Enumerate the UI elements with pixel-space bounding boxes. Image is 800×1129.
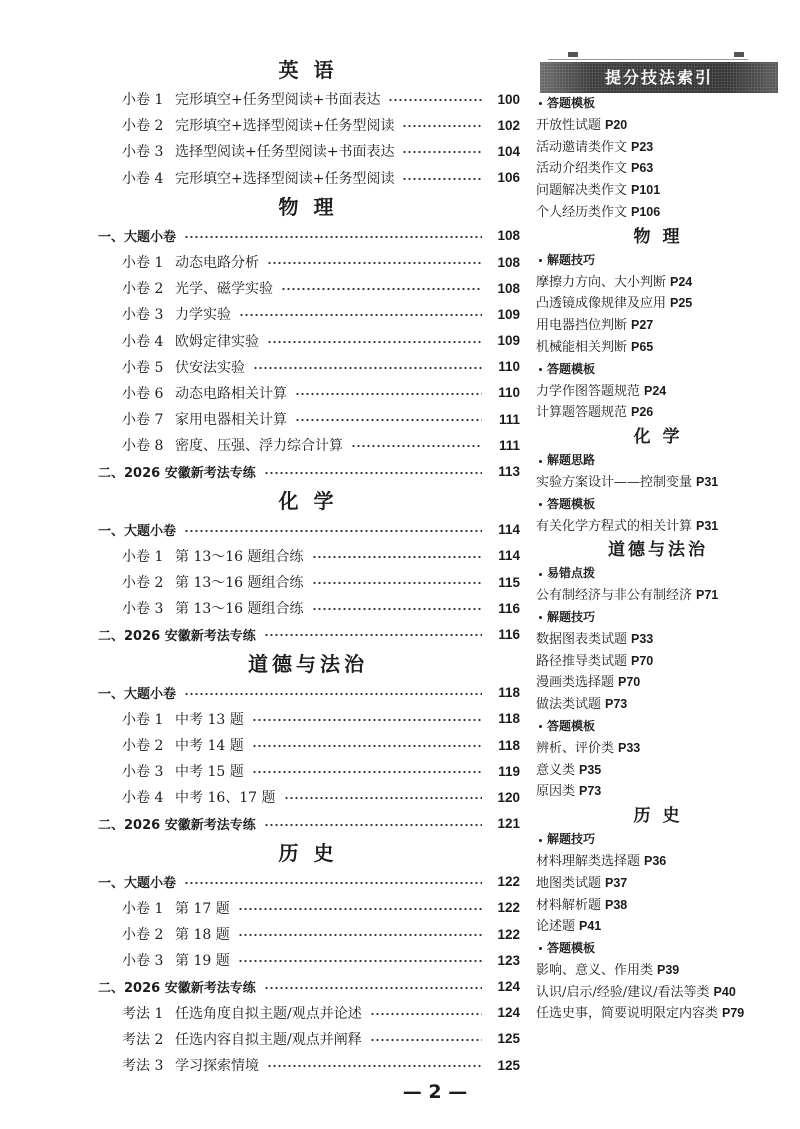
- index-entry-title: 影响、意义、作用类: [536, 962, 654, 978]
- technique-index: [536, 93, 780, 1025]
- page-number: 118: [498, 737, 520, 753]
- index-entry: [536, 315, 780, 337]
- dot-leader: [184, 881, 482, 885]
- entry-title: 伏安法实验: [175, 359, 245, 376]
- toc-entry: [96, 328, 520, 354]
- index-page-ref: P65: [631, 339, 654, 354]
- index-page-ref: P106: [631, 204, 661, 219]
- entry-number: 小卷 1: [122, 900, 164, 917]
- index-entry-title: 原因类: [536, 784, 576, 800]
- index-category: [536, 716, 780, 738]
- index-category: [536, 607, 780, 629]
- dot-leader: [402, 177, 482, 181]
- page-number: 118: [498, 711, 520, 727]
- entry-number: 小卷 4: [122, 333, 164, 350]
- part-title: 二、2026 安徽新考法专练: [98, 981, 256, 997]
- entry-number: 小卷 3: [122, 764, 164, 781]
- index-entry: [536, 472, 780, 494]
- index-entry: [536, 1003, 780, 1025]
- index-entry-title: 用电器挡位判断: [536, 318, 628, 334]
- index-entry: [536, 760, 780, 782]
- entry-title: 中考 13 题: [175, 711, 244, 728]
- entry-title: 第 13～16 题组合练: [175, 575, 304, 592]
- index-entry-title: 力学作图答题规范: [536, 383, 641, 399]
- index-entry: [536, 982, 780, 1004]
- index-page-ref: P24: [670, 274, 693, 289]
- decor-mark: [568, 52, 578, 57]
- dot-leader: [312, 607, 482, 611]
- dot-leader: [252, 718, 482, 722]
- dot-leader: [184, 692, 482, 696]
- index-page-ref: P31: [696, 474, 719, 489]
- entry-number: 小卷 3: [122, 144, 164, 161]
- toc-entry: [96, 354, 520, 380]
- page-number: 100: [497, 91, 520, 107]
- page-number: 123: [497, 952, 520, 968]
- entry-number: 小卷 1: [122, 711, 164, 728]
- part-title: 一、大题小卷: [98, 876, 177, 892]
- entry-title: 第 13～16 题组合练: [175, 601, 304, 618]
- dot-leader: [284, 796, 482, 800]
- index-page-ref: P73: [579, 784, 602, 799]
- index-category: [536, 93, 780, 115]
- index-entry: [536, 337, 780, 359]
- entry-number: 小卷 3: [122, 601, 164, 618]
- dot-leader: [238, 959, 482, 963]
- entry-title: 学习探索情境: [175, 1058, 259, 1075]
- part-title: 一、大题小卷: [98, 687, 177, 703]
- toc-subject-section: [96, 648, 520, 837]
- entry-number: 小卷 2: [122, 281, 164, 298]
- toc-entry: [96, 1026, 520, 1052]
- entry-number: 小卷 2: [122, 118, 164, 135]
- index-entry-title: 公有制经济与非公有制经济: [536, 588, 693, 604]
- index-entry: [536, 115, 780, 137]
- subject-heading: 化 学: [278, 488, 338, 513]
- dot-leader: [252, 744, 482, 748]
- index-entry-title: 个人经历类作文: [536, 204, 628, 220]
- entry-title: 任选角度自拟主题/观点并论述: [175, 1005, 362, 1022]
- page-number: 116: [498, 600, 520, 616]
- index-category: [536, 359, 780, 381]
- toc-part-entry: [96, 973, 520, 999]
- index-entry-title: 计算题答题规范: [536, 405, 628, 421]
- index-page-ref: P40: [713, 984, 736, 999]
- index-entry-title: 论述题: [536, 919, 576, 935]
- part-title: 一、大题小卷: [98, 230, 177, 246]
- index-subject-heading: 历 史: [633, 806, 683, 827]
- entry-title: 光学、磁学实验: [175, 281, 273, 298]
- index-entry-title: 问题解决类作文: [536, 183, 628, 199]
- page-number: 109: [497, 333, 520, 349]
- index-entry-title: 凸透镜成像规律及应用: [536, 296, 667, 312]
- subject-heading: 道德与法治: [248, 651, 368, 676]
- index-entry: [536, 402, 780, 424]
- bullet-icon: [539, 368, 542, 371]
- index-page-ref: P33: [631, 631, 654, 646]
- entry-title: 家用电器相关计算: [175, 412, 287, 429]
- index-entry-title: 路径推导类试题: [536, 653, 628, 669]
- index-page-ref: P36: [644, 853, 667, 868]
- page-number: 125: [497, 1057, 520, 1073]
- entry-title: 动态电路分析: [175, 255, 259, 272]
- dot-leader: [264, 471, 482, 475]
- index-entry-title: 辨析、评价类: [536, 740, 615, 756]
- toc-part-entry: [96, 680, 520, 706]
- page-number-footer: — 2 —: [402, 1081, 468, 1103]
- entry-title: 中考 14 题: [175, 738, 244, 755]
- bullet-icon: [539, 725, 542, 728]
- page-number: 102: [497, 117, 520, 133]
- part-title: 二、2026 安徽新考法专练: [98, 818, 256, 834]
- entry-number: 小卷 4: [122, 170, 164, 187]
- index-entry: [536, 651, 780, 673]
- dot-leader: [264, 633, 482, 637]
- index-page-ref: P37: [605, 875, 628, 890]
- index-entry-title: 有关化学方程式的相关计算: [536, 518, 693, 534]
- index-category: [536, 563, 780, 585]
- entry-title: 中考 16、17 题: [175, 790, 276, 807]
- index-page-ref: P38: [605, 897, 628, 912]
- toc-entry: [96, 784, 520, 810]
- bullet-icon: [539, 259, 542, 262]
- toc-entry: [96, 1052, 520, 1078]
- entry-number: 考法 1: [122, 1005, 164, 1022]
- toc-entry: [96, 406, 520, 432]
- index-entry-title: 漫画类选择题: [536, 675, 615, 691]
- index-entry-title: 材料理解类选择题: [536, 853, 641, 869]
- index-entry: [536, 672, 780, 694]
- index-entry-title: 机械能相关判断: [536, 339, 628, 355]
- page-number: 114: [498, 522, 520, 538]
- index-page-ref: P26: [631, 405, 654, 420]
- dot-leader: [312, 555, 482, 559]
- index-entry: [536, 629, 780, 651]
- index-subject-heading: 道德与法治: [608, 540, 708, 561]
- dot-leader: [184, 529, 482, 533]
- toc-subject-section: [96, 54, 520, 191]
- category-label: 答题模板: [547, 361, 596, 376]
- bullet-icon: [539, 573, 542, 576]
- index-entry: [536, 738, 780, 760]
- index-category: [536, 250, 780, 272]
- page-number: 110: [498, 359, 520, 375]
- entry-title: 中考 15 题: [175, 764, 244, 781]
- index-entry: [536, 272, 780, 294]
- index-entry-title: 开放性试题: [536, 117, 602, 133]
- entry-number: 小卷 1: [122, 255, 164, 272]
- dot-leader: [267, 1064, 482, 1068]
- dot-leader: [238, 933, 482, 937]
- toc-part-entry: [96, 458, 520, 484]
- toc-part-entry: [96, 223, 520, 249]
- entry-number: 小卷 2: [122, 927, 164, 944]
- index-page-ref: P20: [605, 117, 628, 132]
- index-page-ref: P41: [579, 919, 602, 934]
- entry-title: 第 18 题: [175, 927, 230, 944]
- dot-leader: [370, 1012, 482, 1016]
- index-page-ref: P23: [631, 139, 654, 154]
- index-entry-title: 实验方案设计——控制变量: [536, 474, 693, 490]
- category-label: 易错点拨: [547, 566, 596, 581]
- toc-entry: [96, 758, 520, 784]
- toc-entry: [96, 432, 520, 458]
- index-category: [536, 829, 780, 851]
- index-page-ref: P33: [618, 740, 641, 755]
- page-number: 124: [497, 1005, 520, 1021]
- dot-leader: [312, 581, 482, 585]
- index-entry: [536, 293, 780, 315]
- entry-title: 完形填空+选择型阅读+任务型阅读: [175, 170, 395, 187]
- category-label: 答题模板: [547, 496, 596, 511]
- category-label: 解题思路: [547, 453, 596, 468]
- page-number: 109: [497, 306, 520, 322]
- page-number: 113: [498, 464, 520, 480]
- page-number: 124: [497, 979, 520, 995]
- page-number: 106: [497, 170, 520, 186]
- index-page-ref: P73: [605, 697, 628, 712]
- index-category: [536, 494, 780, 516]
- index-entry: [536, 585, 780, 607]
- dot-leader: [238, 907, 482, 911]
- entry-number: 小卷 4: [122, 790, 164, 807]
- dot-leader: [267, 340, 482, 344]
- entry-number: 小卷 1: [122, 92, 164, 109]
- index-page-ref: P24: [644, 383, 667, 398]
- entry-number: 小卷 3: [122, 307, 164, 324]
- toc-entry: [96, 706, 520, 732]
- index-page-ref: P70: [618, 675, 641, 690]
- page-number: 111: [498, 437, 520, 453]
- toc-entry: [96, 947, 520, 973]
- dot-leader: [267, 261, 482, 265]
- index-subject-section: [536, 424, 780, 537]
- table-of-contents: [96, 54, 520, 1078]
- index-entry-title: 认识/启示/经验/建议/看法等类: [536, 984, 710, 1000]
- toc-part-entry: [96, 811, 520, 837]
- entry-number: 小卷 2: [122, 738, 164, 755]
- toc-entry: [96, 1000, 520, 1026]
- dot-leader: [370, 1038, 482, 1042]
- index-entry: [536, 180, 780, 202]
- index-entry-title: 活动邀请类作文: [536, 139, 628, 155]
- entry-title: 选择型阅读+任务型阅读+书面表达: [175, 144, 395, 161]
- page-number: 118: [498, 685, 520, 701]
- toc-part-entry: [96, 869, 520, 895]
- index-page-ref: P70: [631, 653, 654, 668]
- category-label: 答题模板: [547, 941, 596, 956]
- toc-entry: [96, 380, 520, 406]
- toc-entry: [96, 569, 520, 595]
- dot-leader: [402, 150, 482, 154]
- index-page-ref: P31: [696, 518, 719, 533]
- bullet-icon: [539, 839, 542, 842]
- index-entry-title: 意义类: [536, 762, 576, 778]
- dot-leader: [295, 392, 482, 396]
- index-page-ref: P101: [631, 183, 661, 198]
- index-subject-section: [536, 93, 780, 224]
- toc-entry: [96, 138, 520, 164]
- entry-title: 第 17 题: [175, 900, 230, 917]
- entry-title: 动态电路相关计算: [175, 385, 287, 402]
- index-entry: [536, 202, 780, 224]
- page-number: 111: [498, 411, 520, 427]
- dot-leader: [264, 823, 482, 827]
- index-entry-title: 任选史事，简要说明限定内容类: [536, 1006, 719, 1022]
- decor-mark: [734, 52, 744, 57]
- index-page-ref: P27: [631, 318, 654, 333]
- toc-subject-section: [96, 485, 520, 648]
- entry-title: 力学实验: [175, 307, 231, 324]
- index-entry-title: 做法类试题: [536, 697, 602, 713]
- entry-number: 小卷 2: [122, 575, 164, 592]
- index-page-ref: P39: [657, 962, 680, 977]
- page-number: 114: [498, 548, 520, 564]
- index-entry: [536, 960, 780, 982]
- entry-number: 小卷 1: [122, 548, 164, 565]
- entry-title: 密度、压强、浮力综合计算: [175, 438, 343, 455]
- index-subject-section: [536, 224, 780, 424]
- page-number: 119: [498, 763, 520, 779]
- page-number: 121: [497, 816, 520, 832]
- index-entry: [536, 916, 780, 938]
- entry-number: 小卷 8: [122, 438, 164, 455]
- toc-entry: [96, 895, 520, 921]
- index-entry: [536, 516, 780, 538]
- entry-number: 小卷 5: [122, 359, 164, 376]
- dot-leader: [351, 444, 482, 448]
- banner-decoration: [548, 51, 748, 60]
- index-entry: [536, 781, 780, 803]
- dot-leader: [239, 313, 482, 317]
- index-subject-heading: 化 学: [633, 427, 683, 448]
- entry-title: 欧姆定律实验: [175, 333, 259, 350]
- index-entry: [536, 158, 780, 180]
- dot-leader: [252, 770, 482, 774]
- entry-title: 完形填空+任务型阅读+书面表达: [175, 92, 381, 109]
- page-number: 122: [497, 900, 520, 916]
- index-entry-title: 材料解析题: [536, 897, 602, 913]
- index-subject-heading: 物 理: [633, 226, 683, 247]
- index-entry: [536, 137, 780, 159]
- toc-entry: [96, 921, 520, 947]
- toc-entry: [96, 86, 520, 112]
- bullet-icon: [539, 947, 542, 950]
- dot-leader: [253, 366, 482, 370]
- index-entry: [536, 381, 780, 403]
- page-number: 122: [497, 926, 520, 942]
- page-number: 125: [497, 1031, 520, 1047]
- part-title: 一、大题小卷: [98, 524, 177, 540]
- index-page-ref: P35: [579, 762, 602, 777]
- part-title: 二、2026 安徽新考法专练: [98, 628, 256, 644]
- dot-leader: [264, 986, 482, 990]
- index-entry: [536, 895, 780, 917]
- index-page-ref: P25: [670, 296, 693, 311]
- dot-leader: [402, 124, 482, 128]
- entry-title: 第 13～16 题组合练: [175, 548, 304, 565]
- index-page-ref: P63: [631, 161, 654, 176]
- page-number: 122: [497, 874, 520, 890]
- toc-part-entry: [96, 517, 520, 543]
- bullet-icon: [539, 460, 542, 463]
- index-subject-section: [536, 537, 780, 803]
- page-number: 108: [497, 228, 520, 244]
- dot-leader: [295, 418, 482, 422]
- index-entry: [536, 873, 780, 895]
- bullet-icon: [539, 102, 542, 105]
- category-label: 答题模板: [547, 718, 596, 733]
- category-label: 答题模板: [547, 96, 596, 110]
- toc-entry: [96, 112, 520, 138]
- page-number: 108: [497, 254, 520, 270]
- entry-number: 小卷 7: [122, 412, 164, 429]
- toc-entry: [96, 543, 520, 569]
- dot-leader: [184, 235, 482, 239]
- toc-entry: [96, 275, 520, 301]
- index-page-ref: P71: [696, 588, 719, 603]
- page-number: 108: [497, 280, 520, 296]
- part-title: 二、2026 安徽新考法专练: [98, 466, 256, 482]
- toc-entry: [96, 595, 520, 621]
- subject-heading: 英 语: [278, 58, 338, 82]
- index-page-ref: P79: [722, 1006, 745, 1021]
- index-entry-title: 活动介绍类作文: [536, 161, 628, 177]
- index-banner-title: 提分技法索引: [540, 62, 778, 93]
- bullet-icon: [539, 616, 542, 619]
- bullet-icon: [539, 503, 542, 506]
- page-number: 104: [497, 143, 520, 159]
- entry-title: 第 19 题: [175, 953, 230, 970]
- index-category: [536, 450, 780, 472]
- page-number: 116: [498, 626, 520, 642]
- index-entry: [536, 851, 780, 873]
- toc-entry: [96, 732, 520, 758]
- category-label: 解题技巧: [547, 252, 596, 267]
- index-entry: [536, 694, 780, 716]
- toc-part-entry: [96, 621, 520, 647]
- page-number: 115: [498, 574, 520, 590]
- index-entry-title: 地图类试题: [536, 875, 602, 891]
- toc-entry: [96, 165, 520, 191]
- dot-leader: [388, 98, 482, 102]
- dot-leader: [281, 287, 482, 291]
- index-entry-title: 摩擦力方向、大小判断: [536, 274, 667, 290]
- page-number: 110: [498, 385, 520, 401]
- entry-number: 小卷 6: [122, 385, 164, 402]
- entry-title: 完形填空+选择型阅读+任务型阅读: [175, 118, 395, 135]
- index-subject-section: [536, 803, 780, 1025]
- toc-entry: [96, 301, 520, 327]
- toc-subject-section: [96, 837, 520, 1079]
- category-label: 解题技巧: [547, 832, 596, 847]
- index-entry-title: 数据图表类试题: [536, 631, 628, 647]
- entry-number: 考法 3: [122, 1058, 164, 1075]
- index-category: [536, 938, 780, 960]
- entry-title: 任选内容自拟主题/观点并阐释: [175, 1031, 362, 1048]
- entry-number: 小卷 3: [122, 953, 164, 970]
- subject-heading: 物 理: [278, 194, 338, 219]
- entry-number: 考法 2: [122, 1031, 164, 1048]
- page-number: 120: [497, 789, 520, 805]
- toc-entry: [96, 249, 520, 275]
- subject-heading: 历 史: [278, 840, 338, 865]
- toc-subject-section: [96, 191, 520, 485]
- category-label: 解题技巧: [547, 609, 596, 624]
